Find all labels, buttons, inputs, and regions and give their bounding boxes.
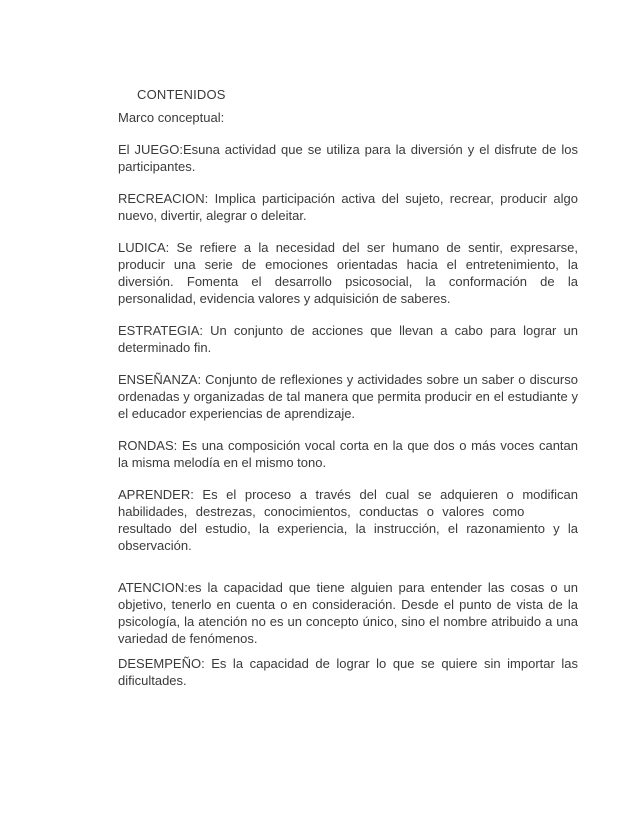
definition-text: es la capacidad que tiene alguien para entender las cosas o un objetivo, tenerlo en cuenta o en consideración. Desde el punto de vista de la psicología, la atención no es un concepto único, sino el nombre atribuido a una variedad de fenómenos. xyxy=(118,580,582,646)
definition-term: RECREACION: xyxy=(118,191,209,206)
definition-text: Esuna actividad que se utiliza para la diversión y el disfrute de los participantes. xyxy=(118,142,582,174)
definition-term: LUDICA: xyxy=(118,240,170,255)
definition-term: APRENDER: xyxy=(118,487,194,502)
definition-text: Es una composición vocal corta en la que dos o más voces cantan la misma melodía en el mismo tono. xyxy=(118,438,582,470)
definition-paragraph-estrategia xyxy=(118,322,582,356)
definition-paragraph-el-juego xyxy=(118,141,582,175)
definition-text: Es el proceso a través del cual se adquieren o modifican habilidades, destrezas, conocimientos, conductas o valores como resultado del estudio, la experiencia, la instrucción, el razonamiento y la observación. xyxy=(118,487,582,553)
definition-paragraph-ensenanza xyxy=(118,371,582,422)
definition-paragraph-rondas xyxy=(118,437,582,471)
definition-term: RONDAS: xyxy=(118,438,178,453)
definition-paragraph-ludica xyxy=(118,239,582,307)
definition-text: Es la capacidad de lograr lo que se quiere sin importar las dificultades. xyxy=(118,656,582,688)
definition-term: ATENCION: xyxy=(118,580,188,595)
definition-text: Se refiere a la necesidad del ser humano de sentir, expresarse, producir una serie de emociones orientadas hacia el entretenimiento, la diversión. Fomenta el desarrollo psicosocial, la conformación de la personalidad, evidencia valores y adquisición de saberes. xyxy=(118,240,582,306)
definition-text: Implica participación activa del sujeto, recrear, producir algo nuevo, divertir, alegrar o deleitar. xyxy=(118,191,582,223)
definition-text: Conjunto de reflexiones y actividades sobre un saber o discurso ordenadas y organizadas de tal manera que permita producir en el estudiante y el educador experiencias de aprendizaje. xyxy=(118,372,582,421)
definition-paragraph-atencion xyxy=(118,579,582,647)
definition-text: Un conjunto de acciones que llevan a cabo para lograr un determinado fin. xyxy=(118,323,582,355)
section-label: Marco conceptual: xyxy=(118,110,225,125)
definition-term: ESTRATEGIA: xyxy=(118,323,203,338)
document-title: CONTENIDOS xyxy=(137,87,226,102)
definition-paragraph-aprender xyxy=(118,486,582,554)
definition-paragraph-desempeno xyxy=(118,655,582,689)
definition-term: ENSEÑANZA: xyxy=(118,372,202,387)
definition-paragraph-recreacion xyxy=(118,190,582,224)
definition-term: DESEMPEÑO: xyxy=(118,656,205,671)
definition-term: El JUEGO: xyxy=(118,142,183,157)
